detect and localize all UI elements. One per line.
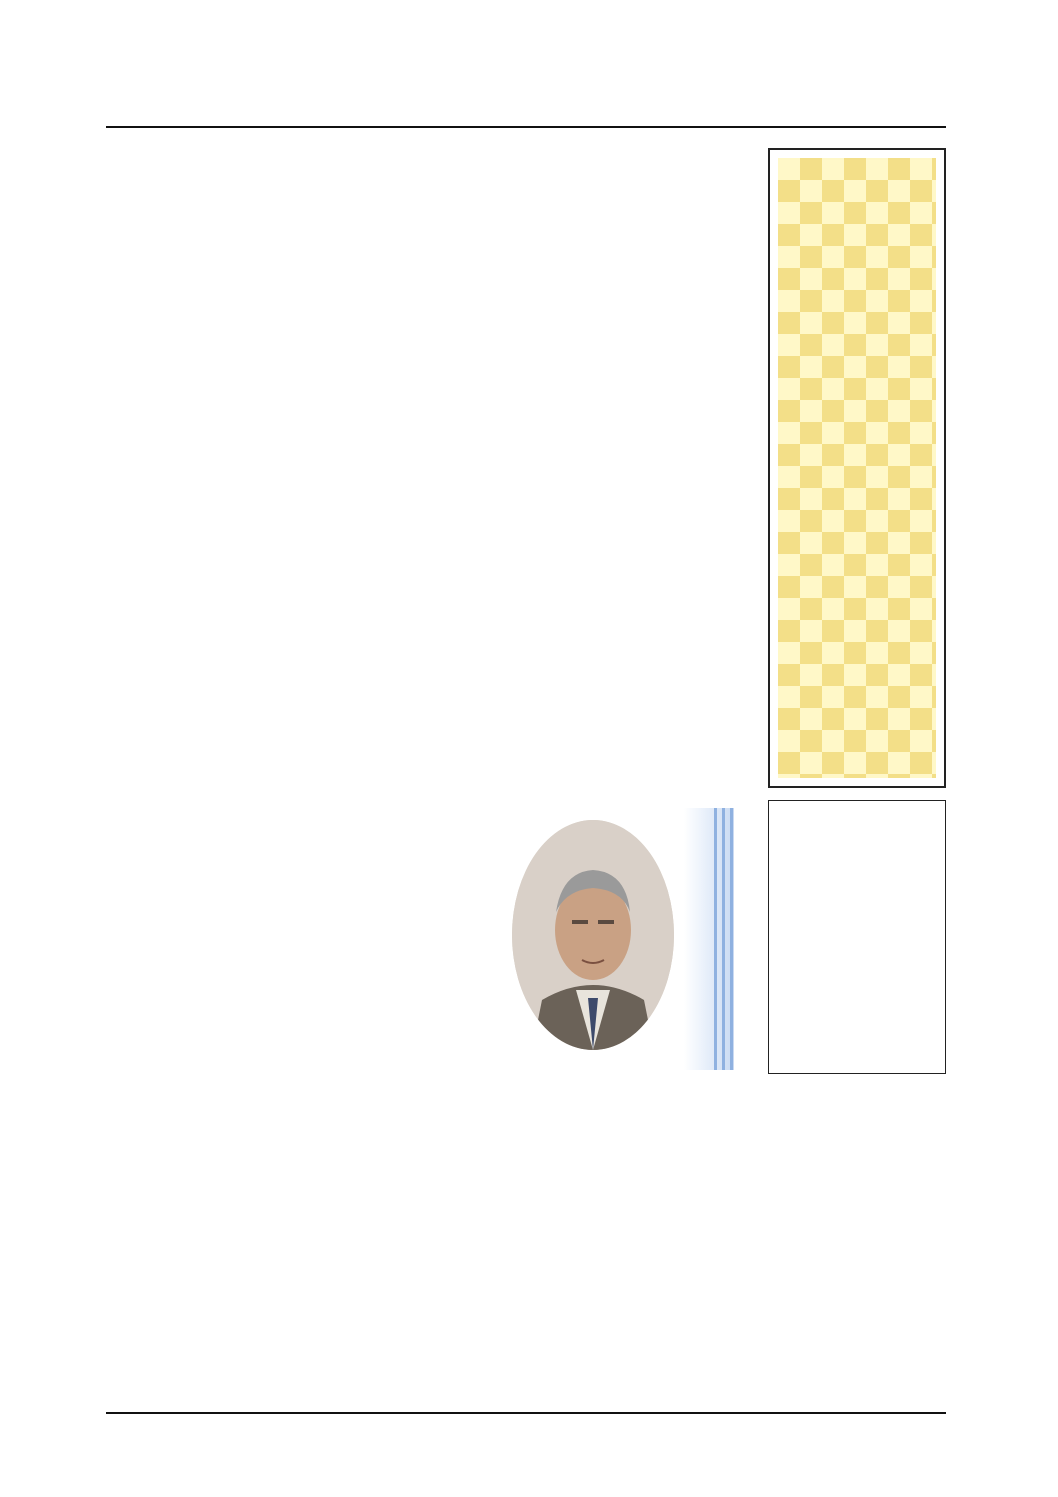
article-upper-block [108,820,496,1090]
top-rule [106,126,946,128]
bottom-rule [106,1412,946,1414]
masthead [768,148,946,788]
president-name-band [684,808,734,1070]
publication-info-box [768,800,946,1074]
masthead-checker-background [778,158,936,778]
article-lower-block [108,1104,942,1404]
president-portrait [512,820,674,1050]
